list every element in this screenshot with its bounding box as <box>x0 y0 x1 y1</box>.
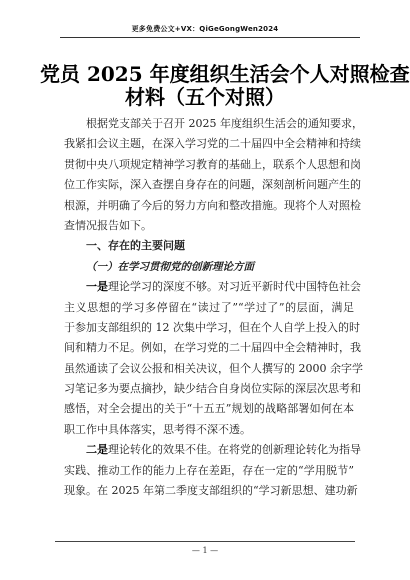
paragraph-line: 现象。在 2025 年第二季度支部组织的“学习新思想、建功新 <box>64 484 358 498</box>
paragraph-line: 习笔记多为要点摘抄，缺少结合自身岗位实际的深层次思考和 <box>64 382 361 396</box>
footer-divider <box>55 541 355 542</box>
intro-line: 根据党支部关于召开 2025 年度组织生活会的通知要求， <box>86 117 363 130</box>
page-number: — 1 — <box>191 546 219 555</box>
paragraph-line: 实践、推动工作的能力上存在差距，存在一定的“学用脱节” <box>64 463 354 477</box>
section-heading: 一、存在的主要问题 <box>86 239 185 253</box>
paragraph-line: 间和精力不足。例如，在学习党的二十届四中全会精神时，我 <box>64 341 361 355</box>
paragraph-line <box>64 440 361 460</box>
intro-line: 贯彻中央八项规定精神学习教育的基础上，联系个人思想和岗 <box>64 157 361 171</box>
subsection-heading: （一）在学习贯彻党的创新理论方面 <box>86 260 254 273</box>
paragraph-line: 于参加支部组织的 12 次集中学习，但在个人自学上投入的时 <box>64 320 360 334</box>
paragraph-line: 主义思想的学习多停留在“读过了”“学过了”的层面，满足 <box>64 300 354 314</box>
header-divider <box>60 37 360 38</box>
paragraph-lead: 二是 <box>86 443 108 457</box>
intro-line: 根源，并明确了今后的努力方向和整改措施。现将个人对照检 <box>64 198 361 212</box>
intro-line: 查情况报告如下。 <box>64 218 152 232</box>
paragraph-text: 理论转化的效果不佳。在将党的创新理论转化为指导 <box>108 443 361 457</box>
header-note: 更多免费公文+VX：QiGeGongWen2024 <box>131 25 279 33</box>
paragraph-line: 感悟，对全会提出的关于“十五五”规划的战略部署如何在本 <box>64 402 354 416</box>
paragraph-lead: 一是 <box>86 280 108 294</box>
document-title-line-1: 党员 2025 年度组织生活会个人对照检查 <box>40 62 410 86</box>
document-title-line-2: 材料（五个对照） <box>125 85 285 109</box>
intro-line: 位工作实际，深入查摆自身存在的问题，深刻剖析问题产生的 <box>64 178 361 192</box>
paragraph-line: 虽然通读了会议公报和相关决议，但个人撰写的 2000 余字学 <box>64 361 363 375</box>
paragraph-text: 理论学习的深度不够。对习近平新时代中国特色社会 <box>108 280 361 294</box>
document-body <box>64 114 363 501</box>
paragraph-line: 职工作中具体落实，思考得不深不透。 <box>64 422 251 436</box>
paragraph-line <box>64 277 361 297</box>
intro-line: 我紧扣会议主题，在深入学习党的二十届四中全会精神和持续 <box>64 137 361 151</box>
